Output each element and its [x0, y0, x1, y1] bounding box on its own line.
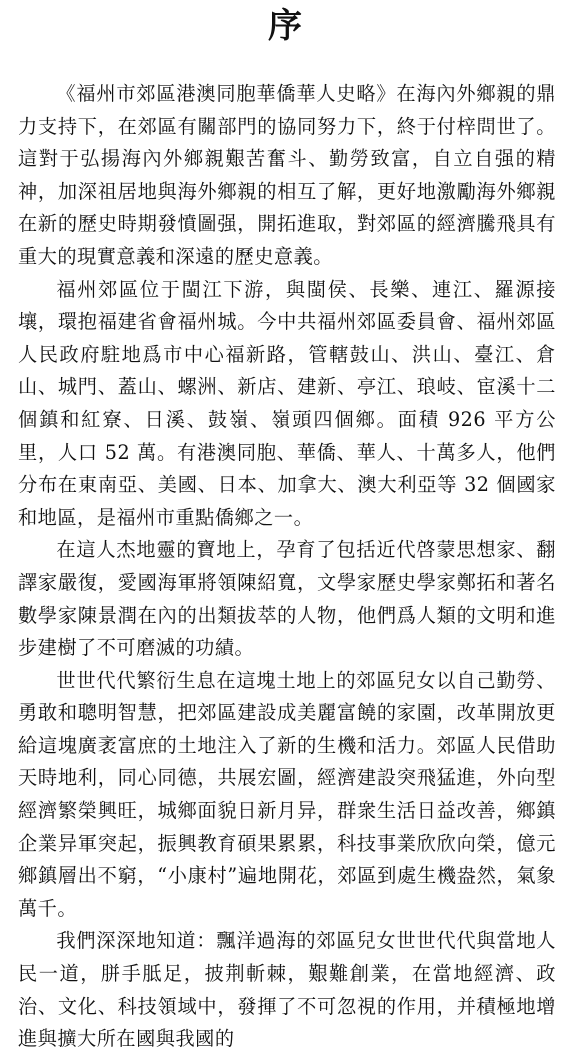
paragraph: 我們深深地知道：飄洋過海的郊區兒女世世代代與當地人民一道，胼手胝足，披荆斬棘，艱難創業，在當地經濟、政治、文化、科技領域中，發揮了不可忽視的作用，并積極地增進與擴大所在國與我國的	[18, 929, 556, 1051]
paragraph: 在這人杰地靈的寶地上，孕育了包括近代啓蒙思想家、翻譯家嚴復，愛國海軍將領陳紹寬，文學家歷史學家鄭拓和著名數學家陳景潤在內的出類拔萃的人物，他們爲人類的文明和進步建樹了不可磨滅的功績。	[18, 538, 556, 660]
page-title: 序	[268, 6, 304, 46]
paragraph: 福州郊區位于閩江下游，與閩侯、長樂、連江、羅源接壤，環抱福建省會福州城。今中共福州郊區委員會、福州郊區人民政府駐地爲市中心福新路，管轄鼓山、洪山、臺江、倉山、城門、蓋山、螺洲、新店、建新、亭江、琅岐、宦溪十二個鎮和紅寮、日溪、鼓嶺、嶺頭四個鄉。面積 926 平方公里，人口 52 萬。有港澳同胞、華僑、華人、十萬多人，他們分布在東南亞、美國、日本、加拿大、澳大利亞等 32 個國家和地區，是福州市重點僑鄉之一。	[18, 277, 556, 529]
body-text	[18, 78, 556, 1056]
paragraph: 《福州市郊區港澳同胞華僑華人史略》在海內外鄉親的鼎力支持下，在郊區有關部門的協同努力下，終于付梓問世了。這對于弘揚海內外鄉親艱苦奮斗、勤勞致富，自立自强的精神，加深祖居地與海外鄉親的相互了解，更好地激勵海外鄉親在新的歷史時期發憤圖强，開拓進取，對郊區的經濟騰飛具有重大的現實意義和深遠的歷史意義。	[18, 82, 556, 268]
paragraph: 世世代代繁衍生息在這塊土地上的郊區兒女以自己勤勞、勇敢和聰明智慧，把郊區建設成美麗富饒的家園，改革開放更給這塊廣袤富庶的土地注入了新的生機和活力。郊區人民借助天時地利，同心同德，共展宏圖，經濟建設突飛猛進，外向型經濟繁榮興旺，城鄉面貌日新月异，群衆生活日益改善，鄉鎮企業异軍突起，振興教育碩果累累，科技事業欣欣向榮，億元鄉鎮層出不窮，“小康村”遍地開花，郊區到處生機盎然，氣象萬千。	[18, 668, 556, 920]
